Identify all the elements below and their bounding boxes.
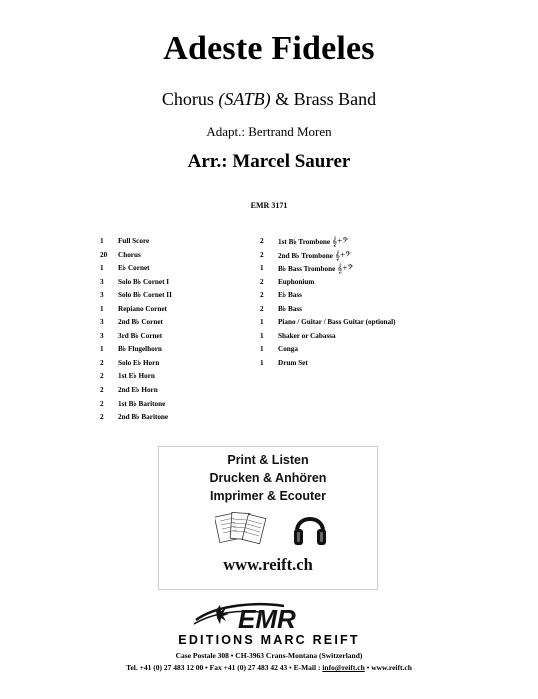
instrument-label: 1st B♭ Baritone	[118, 399, 166, 408]
instrument-label: Chorus	[118, 250, 141, 259]
instrument-name	[278, 289, 302, 303]
clef-icon: 𝄞+𝄢	[331, 236, 349, 246]
promo-line-german: Drucken & Anhören	[209, 471, 327, 485]
subtitle-pre: Chorus	[161, 89, 219, 109]
instrument-label: Full Score	[118, 237, 150, 245]
instrument-label: 1st B♭ Trombone	[278, 238, 331, 246]
emr-logo	[188, 600, 350, 634]
instrument-name	[278, 249, 351, 264]
instrument-name	[118, 370, 155, 384]
instrument-name	[118, 316, 163, 330]
instrument-label: Drum Set	[278, 358, 308, 367]
instrument-qty: 3	[100, 331, 104, 340]
adaptation-credit: Adapt.: Bertrand Moren	[206, 124, 332, 139]
instrument-name	[278, 316, 396, 330]
catalog-code: EMR 3171	[250, 201, 288, 210]
headphones-icon	[292, 507, 328, 549]
instrument-qty: 2	[100, 386, 104, 395]
sheet-music-icon	[215, 509, 267, 549]
publisher-address: Case Postale 308 • CH-3963 Crans-Montana (Switzerland)	[175, 651, 363, 660]
instrument-label: Conga	[278, 345, 298, 354]
instrument-name	[118, 235, 149, 249]
instrument-name	[118, 330, 162, 344]
instrument-label: Solo B♭ Cornet I	[118, 277, 170, 286]
print-listen-box[interactable]	[158, 446, 378, 590]
instrument-name	[278, 330, 336, 344]
contact-website[interactable]: • www.reift.ch	[364, 663, 412, 672]
instrument-qty: 1	[100, 237, 104, 245]
instrument-label: Solo E♭ Horn	[118, 358, 160, 367]
instrument-qty: 2	[260, 304, 264, 313]
instrument-name	[118, 262, 150, 276]
contact-phone-fax: Tel. +41 (0) 27 483 12 00 • Fax +41 (0) 27 483 42 43 • E-Mail :	[126, 663, 323, 672]
score-title: Adeste Fideles	[163, 30, 375, 67]
clef-icon: 𝄞+𝄢	[337, 263, 354, 274]
instrument-name	[118, 249, 141, 263]
instrument-label: 3rd B♭ Cornet	[118, 331, 163, 340]
instrument-name	[118, 384, 158, 398]
instrument-name	[118, 276, 169, 290]
instrument-label: E♭ Bass	[278, 291, 302, 300]
instrument-qty: 1	[260, 318, 264, 327]
logo-lettering: EMR	[238, 604, 296, 634]
instrument-qty: 1	[260, 345, 264, 354]
instrument-name	[278, 343, 298, 357]
instrument-label: Euphonium	[278, 277, 315, 286]
instrument-qty: 2	[100, 358, 104, 367]
instrument-name	[118, 289, 172, 303]
instrument-label: Repiano Cornet	[118, 304, 167, 313]
promo-website[interactable]: www.reift.ch	[223, 555, 313, 574]
instrument-qty: 1	[260, 264, 264, 273]
instrument-name	[278, 276, 314, 290]
instrument-name	[278, 235, 348, 250]
instrument-name	[118, 357, 159, 371]
instrument-name	[278, 303, 302, 317]
instrument-label: B♭ Bass Trombone	[278, 265, 336, 274]
instrument-name	[118, 343, 162, 357]
instrument-qty: 2	[260, 277, 264, 286]
instrument-name	[118, 303, 167, 317]
instrument-name	[278, 262, 353, 277]
subtitle-post: & Brass Band	[270, 89, 377, 109]
instrument-label: Shaker or Cabassa	[278, 331, 336, 340]
clef-icon: 𝄞+𝄢	[334, 249, 351, 260]
instrument-qty: 2	[100, 372, 104, 381]
score-subtitle	[0, 89, 538, 110]
instrument-name	[278, 357, 308, 371]
promo-line-english: Print & Listen	[227, 453, 309, 467]
instrument-qty: 3	[100, 318, 104, 327]
publisher-name: EDITIONS MARC REIFT	[178, 633, 360, 647]
instrument-label: 2nd B♭ Trombone	[278, 251, 333, 260]
instrument-qty: 2	[100, 399, 104, 408]
instrument-label: B♭ Bass	[278, 304, 302, 313]
promo-line-french: Imprimer & Ecouter	[209, 489, 326, 503]
instrument-qty: 1	[260, 331, 264, 340]
instrument-qty: 3	[100, 291, 104, 300]
instrument-name	[118, 411, 168, 425]
instrument-qty: 2	[100, 413, 104, 422]
instrument-name	[118, 398, 165, 412]
instrument-qty: 2	[260, 291, 264, 300]
publisher-contact	[0, 663, 538, 672]
instrument-qty: 1	[100, 345, 104, 354]
instrument-label: 2nd B♭ Baritone	[118, 413, 169, 422]
instrument-qty: 2	[260, 250, 264, 259]
instrument-label: E♭ Cornet	[118, 264, 150, 273]
instrument-label: 2nd E♭ Horn	[118, 386, 158, 395]
instrument-label: 2nd B♭ Cornet	[118, 318, 163, 327]
contact-email-link[interactable]: info@reift.ch	[322, 663, 365, 672]
subtitle-voicing: (SATB)	[218, 89, 271, 109]
instrument-qty: 20	[100, 250, 108, 259]
arranger-credit: Arr.: Marcel Saurer	[187, 151, 351, 172]
instrument-label: B♭ Flugelhorn	[118, 345, 162, 354]
instrument-label: Solo B♭ Cornet II	[118, 291, 172, 300]
instrument-qty: 1	[260, 358, 264, 367]
instrument-qty: 2	[260, 237, 264, 245]
instrument-qty: 1	[100, 304, 104, 313]
instrument-qty: 3	[100, 277, 104, 286]
instrument-label: Piano / Guitar / Bass Guitar (optional)	[278, 318, 396, 327]
instrument-label: 1st E♭ Horn	[118, 372, 155, 381]
instrument-qty: 1	[100, 264, 104, 273]
